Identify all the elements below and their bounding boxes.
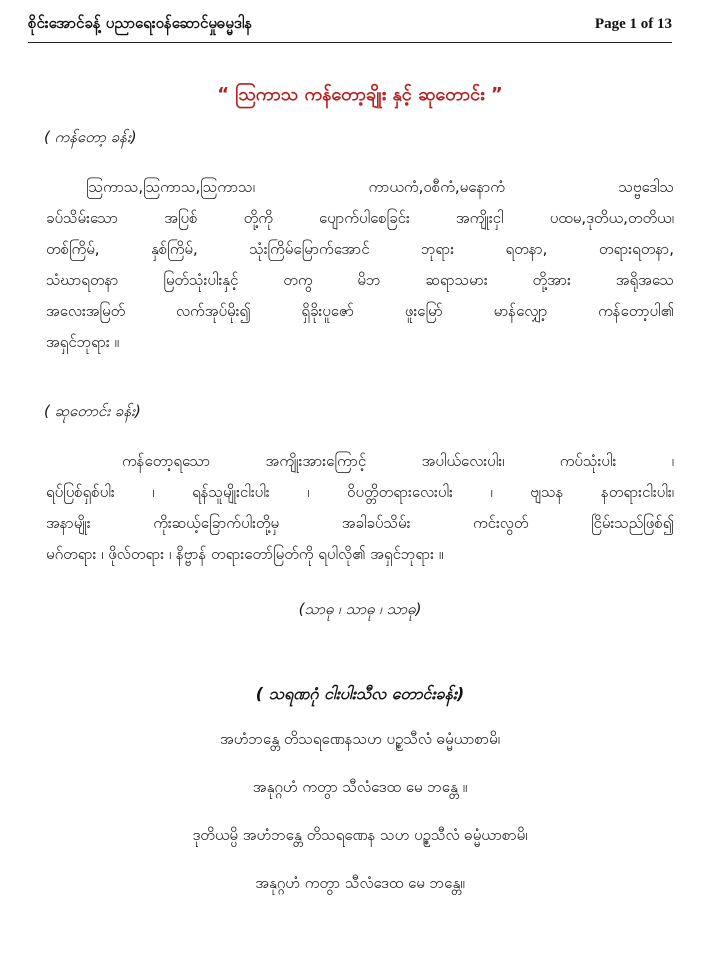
text-line: ကန်တော့ရသော အကျိုးအားကြောင့် အပါယ်လေးပါး၊ ကပ်သုံးပါး ၊ bbox=[122, 452, 674, 470]
text-line: သံဃာရတနာ မြတ်သုံးပါးနှင့် တကွ မိဘ ဆရာသမား တို့အား အရိုအသေ bbox=[46, 271, 674, 289]
text-line: တစ်ကြိမ်, နှစ်ကြိမ်, သုံးကြိမ်မြောက်အောင် ဘုရား ရတနာ, တရားရတနာ, bbox=[46, 240, 674, 258]
paragraph-sutaung bbox=[46, 446, 674, 570]
section-heading-sila: ( သရဏဂုံ ငါးပါးသီလ တောင်းခန်း) bbox=[255, 684, 465, 703]
text-line: ဩကာသ,ဩကာသ,ဩကာသ၊ ကာယကံ,ဝစီကံ,မနောကံ သဗ္ဗဒေါသ bbox=[86, 178, 674, 196]
text-line: အရှင်ဘုရား ။ bbox=[46, 333, 120, 351]
text-line: အနာမျိုး ကိုးဆယ့်ခြောက်ပါးတို့မှ အခါခပ်သိမ်း ကင်းလွတ် ငြိမ်းသည်ဖြစ်၍ bbox=[46, 514, 674, 532]
page-number: Page 1 of 13 bbox=[594, 16, 672, 32]
sadhu-closing: (သာဓု ၊ သာဓု ၊ သာဓု) bbox=[298, 600, 422, 618]
pali-line: ဒုတိယမ္ပိ အဟံဘန္တေ တိသရဏေန သဟ ပဉ္စသီလံ ဓမ္မံယာစာမိ၊ bbox=[192, 826, 528, 844]
text-line: ရပ်ပြစ်ရှစ်ပါး ၊ ရန်သူမျိုးငါးပါး ၊ ဝိပတ္တိတရားလေးပါး ၊ ဗျသန နတရားငါးပါး၊ bbox=[46, 483, 674, 501]
document-title: “ ဩကာသ ကန်တော့ချိုး နှင့် ဆုတောင်း ” bbox=[217, 84, 503, 105]
pali-line: အနုဂ္ဂဟံ ကတွာ သီလံဒေထ မေ ဘန္တေ။ bbox=[255, 874, 465, 892]
header-title: စိုင်းအောင်ခန့် ပညာရေးဝန်ဆောင်မှုဓမ္မဒါန bbox=[28, 14, 253, 32]
text-line: အလေးအမြတ် လက်အုပ်မိုး၍ ရှိခိုးပူဇော် ဖူးမြော် မာန်လျှော့ ကန်တော့ပါ၏ bbox=[46, 302, 674, 320]
text-line: ခပ်သိမ်းသော အပြစ် တို့ကို ပျောက်ပါစေခြင်း အကျိုးငှါ ပထမ,ဒုတိယ,တတိယ၊ bbox=[46, 209, 674, 227]
page-header bbox=[28, 8, 672, 43]
pali-line: အနုဂ္ဂဟံ ကတွာ သီလံဒေထ မေ ဘန္တေ ။ bbox=[252, 778, 468, 796]
paragraph-kantaw bbox=[46, 172, 674, 358]
section-heading-kantaw: ( ကန်တော့ ခန်း) bbox=[44, 128, 137, 146]
text-line: မဂ်တရား ၊ ဖိုလ်တရား ၊ နိဗ္ဗာန် တရားတော်မြတ်ကို ရပါလို၏ အရှင်ဘုရား ။ bbox=[46, 545, 444, 563]
pali-line: အဟံဘန္တေ တိသရဏေနသဟ ပဉ္စသီလံ ဓမ္မံယာစာမိ၊ bbox=[219, 730, 501, 748]
section-heading-sutaung: ( ဆုတောင်း ခန်း) bbox=[44, 402, 141, 420]
